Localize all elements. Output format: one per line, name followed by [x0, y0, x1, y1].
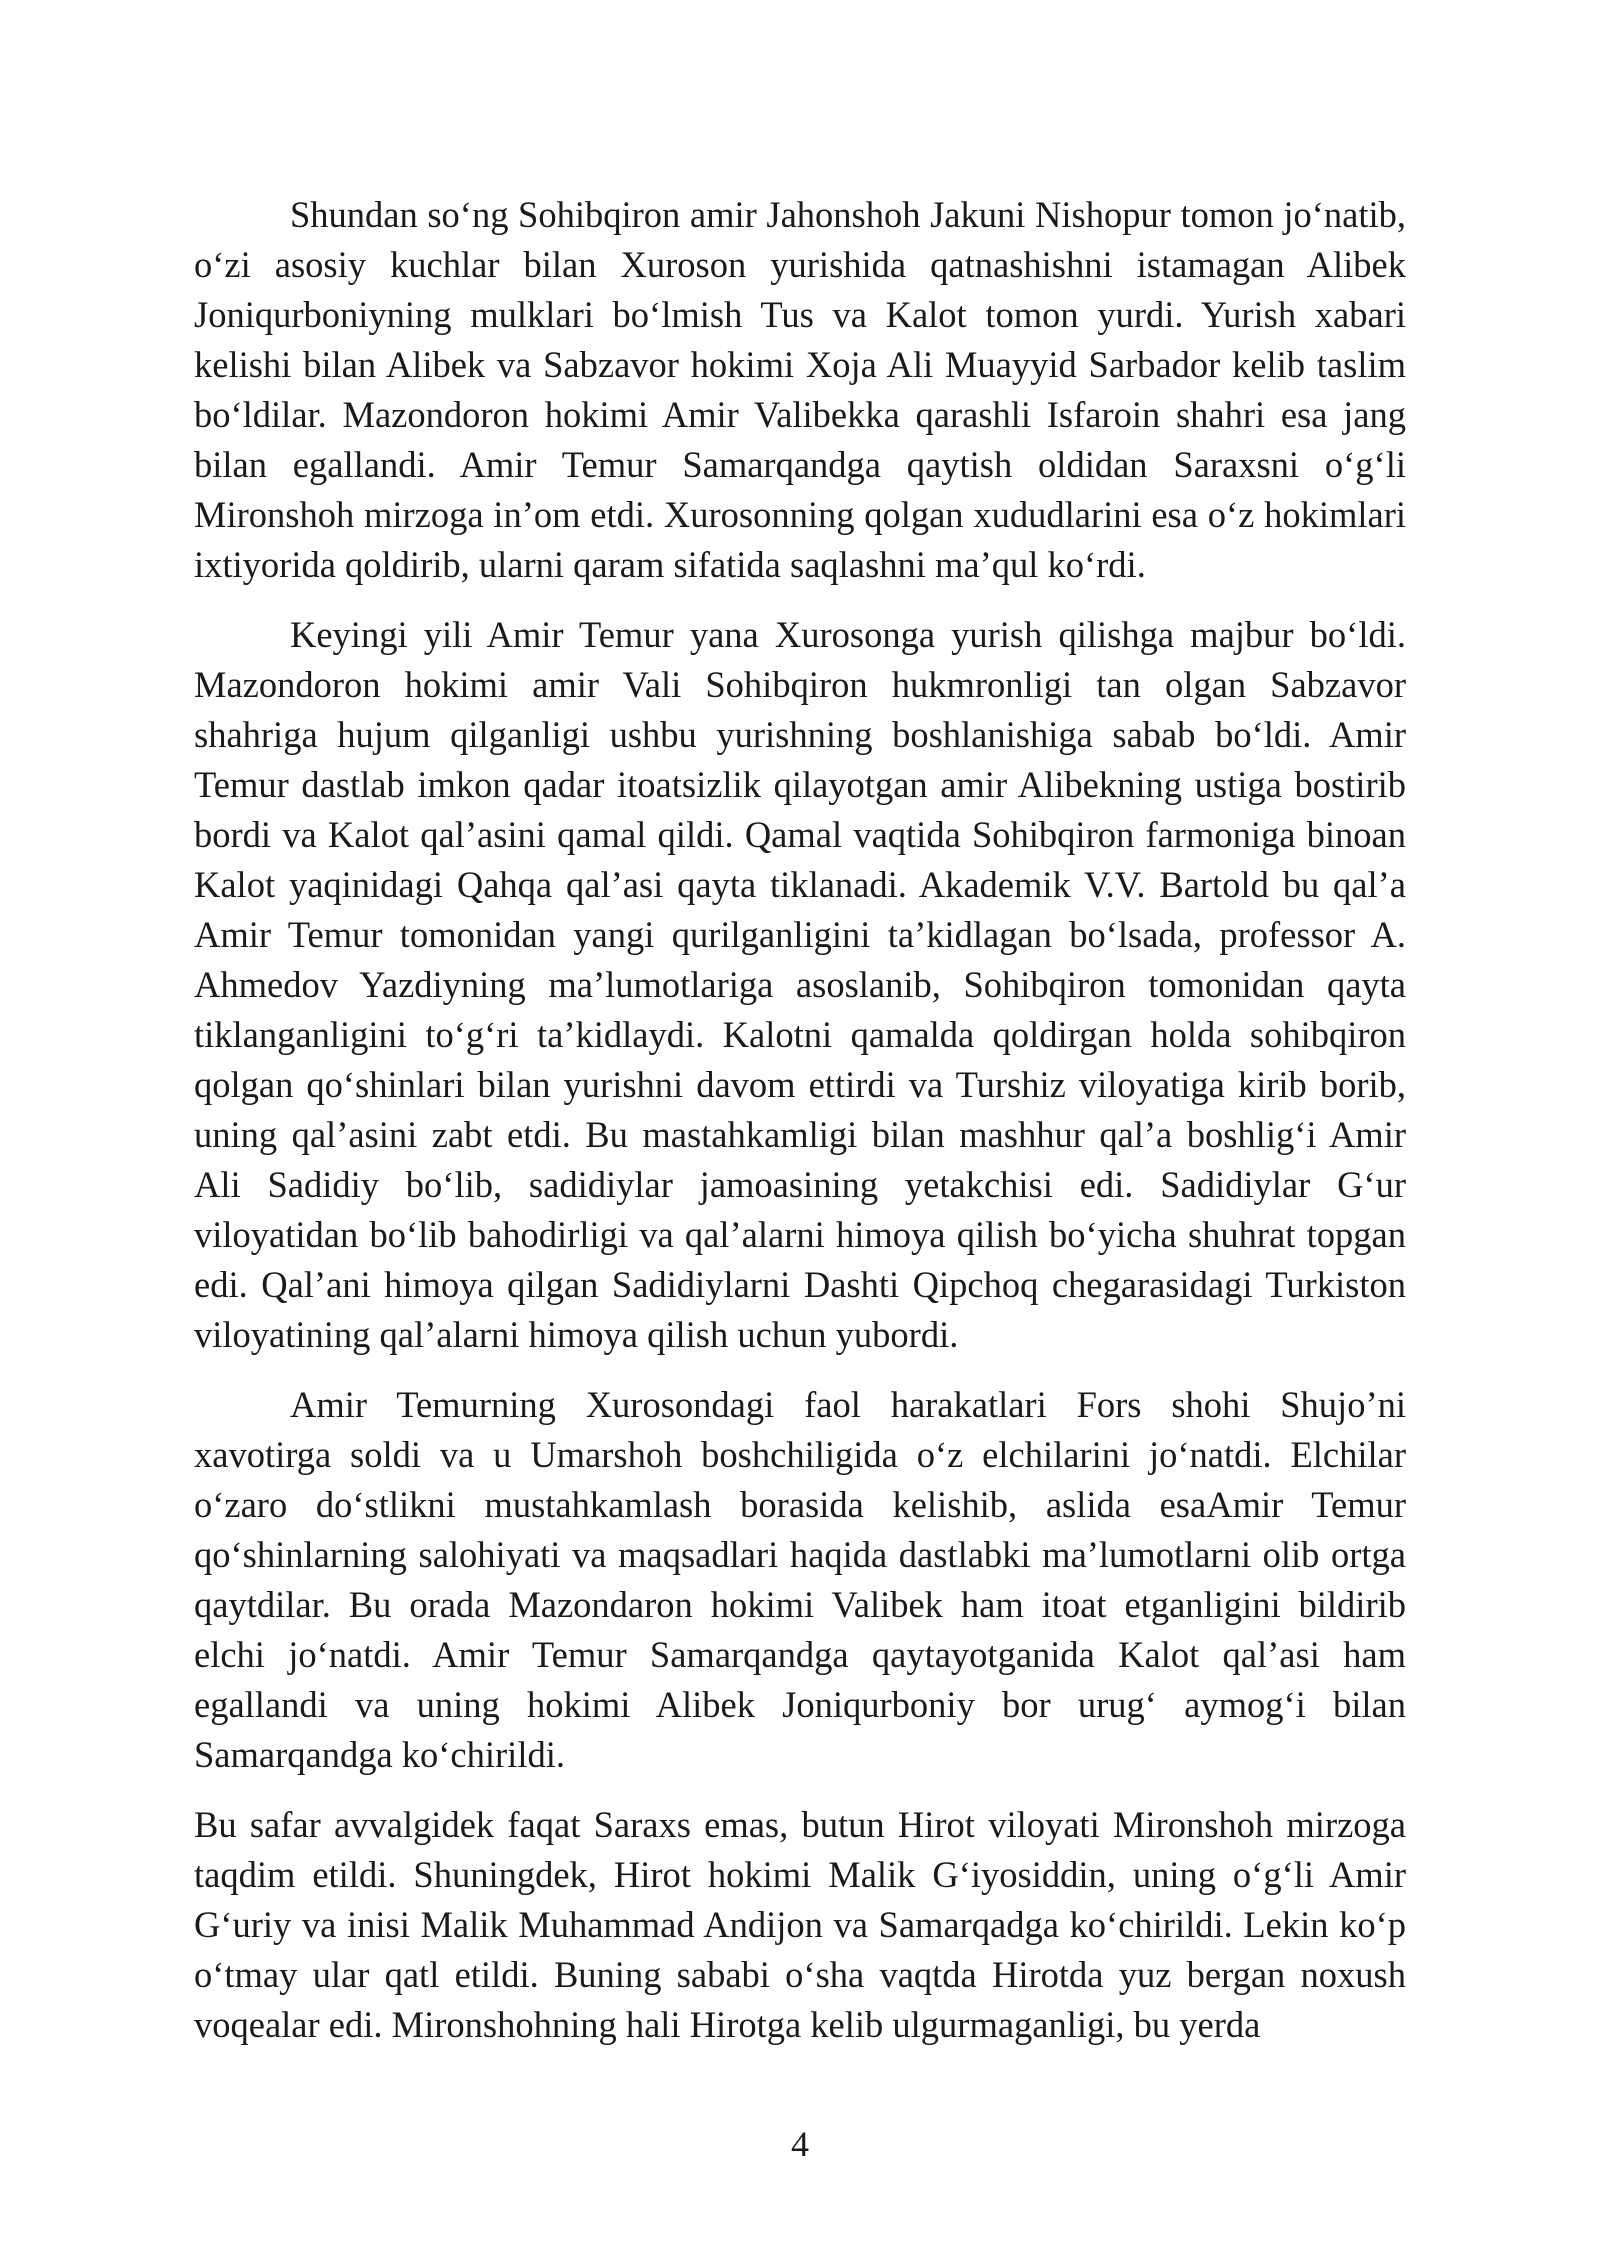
- page-number: 4: [791, 2124, 809, 2164]
- body-text: [194, 190, 1406, 2070]
- paragraph-4: Bu safar avvalgidek faqat Saraxs emas, butun Hirot viloyati Mironshoh mirzoga taqdim etildi. Shuningdek, Hirot hokimi Malik G‘iyosiddin, uning o‘g‘li Amir G‘uriy va inisi Malik Muhammad Andijon va Samarqadga ko‘chirildi. Lekin ko‘p o‘tmay ular qatl etildi. Buning sababi o‘sha vaqtda Hirotda yuz bergan noxush voqealar edi. Mironshohning hali Hirotga kelib ulgurmaganligi, bu yerda: [194, 1804, 1406, 2045]
- paragraph-2: Keyingi yili Amir Temur yana Xurosonga yurish qilishga majbur bo‘ldi. Mazondoron hokimi amir Vali Sohibqiron hukmronligi tan olgan Sabzavor shahriga hujum qilganligi ushbu yurishning boshlanishiga sabab bo‘ldi. Amir Temur dastlab imkon qadar itoatsizlik qilayotgan amir Alibekning ustiga bostirib bordi va Kalot qal’asini qamal qildi. Qamal vaqtida Sohibqiron farmoniga binoan Kalot yaqinidagi Qahqa qal’asi qayta tiklanadi. Akademik V.V. Bartold bu qal’a Amir Temur tomonidan yangi qurilganligini ta’kidlagan bo‘lsada, professor A. Ahmedov Yazdiyning ma’lumotlariga asoslanib, Sohibqiron tomonidan qayta tiklanganligini to‘g‘ri ta’kidlaydi. Kalotni qamalda qoldirgan holda sohibqiron qolgan qo‘shinlari bilan yurishni davom ettirdi va Turshiz viloyatiga kirib borib, uning qal’asini zabt etdi. Bu mastahkamligi bilan mashhur qal’a boshlig‘i Amir Ali Sadidiy bo‘lib, sadidiylar jamoasining yetakchisi edi. Sadidiylar G‘ur viloyatidan bo‘lib bahodirligi va qal’alarni himoya qilish bo‘yicha shuhrat topgan edi. Qal’ani himoya qilgan Sadidiylarni Dashti Qipchoq chegarasidagi Turkiston viloyatining qal’alarni himoya qilish uchun yubordi.: [194, 614, 1406, 1355]
- paragraph-3: Amir Temurning Xurosondagi faol harakatlari Fors shohi Shujo’ni xavotirga soldi va u Umarshoh boshchiligida o‘z elchilarini jo‘natdi. Elchilar o‘zaro do‘stlikni mustahkamlash borasida kelishib, aslida esaAmir Temur qo‘shinlarning salohiyati va maqsadlari haqida dastlabki ma’lumotlarni olib ortga qaytdilar. Bu orada Mazondaron hokimi Valibek ham itoat etganligini bildirib elchi jo‘natdi. Amir Temur Samarqandga qaytayotganida Kalot qal’asi ham egallandi va uning hokimi Alibek Joniqurboniy bor urug‘ aymog‘i bilan Samarqandga ko‘chirildi.: [194, 1384, 1406, 1775]
- paragraph-1: Shundan so‘ng Sohibqiron amir Jahonshoh Jakuni Nishopur tomon jo‘natib, o‘zi asosiy kuchlar bilan Xuroson yurishida qatnashishni istamagan Alibek Joniqurboniyning mulklari bo‘lmish Tus va Kalot tomon yurdi. Yurish xabari kelishi bilan Alibek va Sabzavor hokimi Xoja Ali Muayyid Sarbador kelib taslim bo‘ldilar. Mazondoron hokimi Amir Valibekka qarashli Isfaroin shahri esa jang bilan egallandi. Amir Temur Samarqandga qaytish oldidan Saraxsni o‘g‘li Mironshoh mirzoga in’om etdi. Xurosonning qolgan xududlarini esa o‘z hokimlari ixtiyorida qoldirib, ularni qaram sifatida saqlashni ma’qul ko‘rdi.: [194, 194, 1406, 585]
